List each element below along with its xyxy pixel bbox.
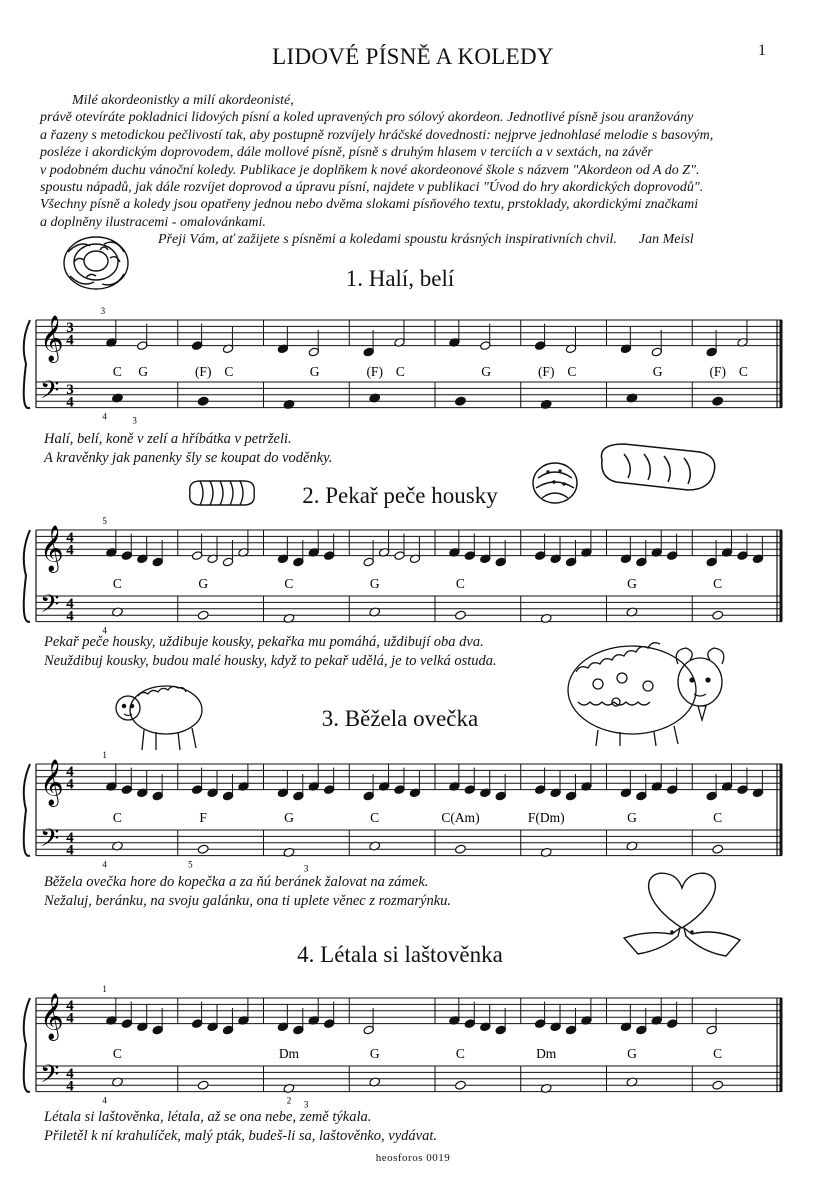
chord-symbol: C	[112, 810, 122, 825]
intro-line	[40, 231, 800, 248]
chord-symbol: C	[284, 576, 294, 591]
chord-symbol: (F)	[194, 364, 212, 379]
bass-time-sig-bottom: 4	[66, 394, 74, 411]
chord-symbol: G	[627, 576, 637, 591]
bass-note	[455, 844, 467, 854]
bass-time-sig-top: 3	[66, 381, 74, 398]
page-number: 1	[758, 42, 766, 59]
treble-fingering: 3	[100, 306, 106, 316]
intro-line: spoustu nápadů, jak dále rozvíjet doprovod a úpravu písní, najdete v publikaci "Úvod do hry akordických doprovodů".	[40, 180, 704, 196]
chord-symbol: Dm	[536, 1046, 557, 1061]
bass-fingering: 3	[132, 415, 137, 426]
bass-time-sig-top: 4	[66, 595, 74, 612]
song-title-1: 1. Halí, belí	[345, 266, 455, 291]
treble-time-sig-top: 4	[66, 529, 74, 546]
grand-staff-halí-belí	[0, 300, 826, 432]
intro-line: Všechny písně a koledy jsou opatřeny jednou nebo dvěma slokami písňového textu, prstoklady, akordickými značkami	[40, 197, 699, 213]
grand-staff-pekař-peče-housky	[0, 516, 826, 640]
chord-symbol: G	[627, 1046, 637, 1061]
chord-symbol: C(Am)	[441, 810, 480, 825]
bass-fingering: 4	[102, 625, 107, 636]
chord-symbol: (F)	[366, 364, 383, 379]
treble-time-sig-bottom: 4	[66, 1010, 74, 1027]
intro-line: posléze i akordickým doprovodem, dále mollové písně, písně s druhým hlasem v terciích a v sextách, na závěr	[40, 145, 653, 161]
chord-symbol: G	[481, 364, 492, 379]
song-title-3: 3. Běžela ovečka	[321, 706, 479, 731]
intro-closing: Přeji Vám, ať zažijete s písněmi a koledami spoustu krásných inspirativních chvil.	[158, 232, 617, 248]
bass-time-sig-top: 4	[66, 1065, 74, 1082]
bass-fingering: 2	[286, 1095, 292, 1106]
treble-time-sig-top: 4	[66, 997, 74, 1014]
bass-fingering: 5	[188, 859, 193, 870]
bass-clef-icon: 𝄢	[40, 591, 60, 625]
chord-symbol: G	[138, 364, 149, 379]
signature: Jan Meisl	[638, 232, 694, 248]
chord-symbol: Dm	[278, 1046, 300, 1061]
chord-symbol: C	[112, 1046, 122, 1061]
bass-fingering: 3	[303, 1099, 309, 1110]
bass-fingering: 4	[102, 859, 107, 870]
chord-symbol: C	[455, 1046, 465, 1061]
song-title-2: 2. Pekař peče housky	[302, 483, 498, 508]
chord-symbol: C	[567, 364, 577, 379]
chord-symbol: (F)	[537, 364, 555, 379]
bass-note	[712, 1080, 724, 1090]
chord-symbol: F(Dm)	[527, 810, 565, 825]
treble-clef-icon: 𝄞	[40, 759, 64, 805]
bass-time-sig-bottom: 4	[66, 1078, 74, 1095]
chord-symbol: F	[199, 810, 207, 825]
bass-time-sig-bottom: 4	[66, 842, 74, 859]
treble-clef-icon: 𝄞	[40, 525, 64, 571]
bass-fingering: 4	[102, 411, 107, 422]
song-title-4: 4. Létala si laštověnka	[297, 942, 503, 967]
grand-staff-létala-si-laštověnka	[0, 982, 826, 1110]
large-sheep-illustration	[558, 632, 744, 750]
bass-fingering: 3	[303, 863, 309, 874]
brace	[24, 998, 30, 1092]
bass-time-sig-top: 4	[66, 829, 74, 846]
chord-symbol: C	[713, 576, 723, 591]
chord-symbol: C	[395, 364, 405, 379]
lyrics-line: Běžela ovečka hore do kopečka a za ňú beránek žalovat na zámek.	[44, 874, 429, 890]
treble-time-sig-bottom: 4	[66, 332, 74, 349]
intro-line: v podobném duchu vánoční koledy. Publikace je doplňkem k nové akordeonové škole s názvem "Akordeon od A do Z".	[40, 162, 700, 178]
chord-symbol: G	[652, 364, 663, 379]
chord-symbol: C	[370, 810, 380, 825]
bass-note	[197, 1080, 209, 1090]
bass-clef-icon: 𝄢	[40, 377, 60, 411]
bass-fingering: 4	[102, 1095, 107, 1106]
lyrics-line: Nežaluj, beránku, na svoju galánku, ona ti uplete věnec z rozmarýnku.	[44, 893, 451, 909]
treble-time-sig-top: 4	[66, 763, 74, 780]
lyrics-line: Pekař peče housky, uždibuje kousky, pekařka mu pomáhá, uždibují oba dva.	[44, 634, 484, 650]
footer-code: heosforos 0019	[375, 1152, 451, 1164]
treble-clef-icon: 𝄞	[40, 315, 64, 361]
treble-clef-icon: 𝄞	[40, 993, 64, 1039]
chord-symbol: C	[112, 364, 122, 379]
lyrics-line: Létala si laštověnka, létala, až se ona nebe, země týkala.	[44, 1109, 372, 1125]
chord-symbol: G	[369, 576, 380, 591]
chord-symbol: C	[224, 364, 234, 379]
lyrics-line: Přiletěl k ní krahulíček, malý pták, budeš-li sa, laštověnko, vydávat.	[44, 1128, 437, 1144]
bass-note	[197, 396, 209, 406]
bass-note	[197, 844, 209, 854]
intro-line: a doplněny ilustracemi - omalovánkami.	[40, 214, 266, 230]
treble-fingering: 1	[102, 750, 107, 760]
lyrics-song-4	[44, 1108, 437, 1146]
treble-time-sig-top: 3	[66, 319, 74, 336]
bass-note	[197, 610, 209, 620]
bass-time-sig-bottom: 4	[66, 608, 74, 625]
brace	[24, 764, 30, 856]
intro-line: Milé akordeonistky a milí akordeonisté,	[72, 93, 294, 108]
lyrics-line: Halí, belí, koně v zelí a hříbátka v petrželi.	[44, 431, 292, 447]
lyrics-line: Neuždibuj kousky, budou malé housky, když to pekař udělá, je to velká ostuda.	[44, 653, 497, 669]
page-title: LIDOVÉ PÍSNĚ A KOLEDY	[272, 44, 554, 69]
bass-note	[455, 610, 467, 620]
intro-text	[40, 92, 800, 249]
bass-note	[455, 396, 467, 406]
chord-symbol: G	[198, 576, 209, 591]
bass-note	[712, 396, 724, 406]
bass-clef-icon: 𝄢	[40, 1061, 60, 1095]
lyrics-song-1	[44, 430, 332, 468]
brace	[24, 320, 30, 408]
grand-staff-běžela-ovečka	[0, 748, 826, 874]
intro-line: a řazeny s metodickou pečlivostí tak, aby postupně rozvíjely hráčské dovednosti: nejprve jednohlasé melodie s basovým,	[40, 127, 714, 143]
chord-symbol: G	[309, 364, 320, 379]
bass-note	[455, 1080, 467, 1090]
intro-line: právě otevíráte pokladnici lidových písní a koled upravených pro sólový akordeon. Jednotlivé písně jsou aranžovány	[40, 110, 694, 126]
chord-symbol: C	[112, 576, 122, 591]
brace	[24, 530, 30, 622]
treble-fingering: 5	[102, 516, 107, 526]
chord-symbol: G	[369, 1046, 380, 1061]
chord-symbol: G	[627, 810, 637, 825]
lyrics-song-2	[44, 633, 497, 671]
chord-symbol: C	[738, 364, 748, 379]
treble-time-sig-bottom: 4	[66, 542, 74, 559]
chord-symbol: (F)	[709, 364, 726, 379]
chord-symbol: G	[284, 810, 294, 825]
bass-note	[712, 610, 724, 620]
bass-clef-icon: 𝄢	[40, 825, 60, 859]
lyrics-song-3	[44, 873, 451, 911]
bass-note	[712, 844, 724, 854]
chord-symbol: C	[713, 810, 723, 825]
treble-fingering: 1	[102, 984, 107, 994]
chord-symbol: C	[455, 576, 465, 591]
lyrics-line: A kravěnky jak panenky šly se koupat do voděnky.	[44, 450, 333, 466]
treble-time-sig-bottom: 4	[66, 776, 74, 793]
chord-symbol: C	[713, 1046, 723, 1061]
